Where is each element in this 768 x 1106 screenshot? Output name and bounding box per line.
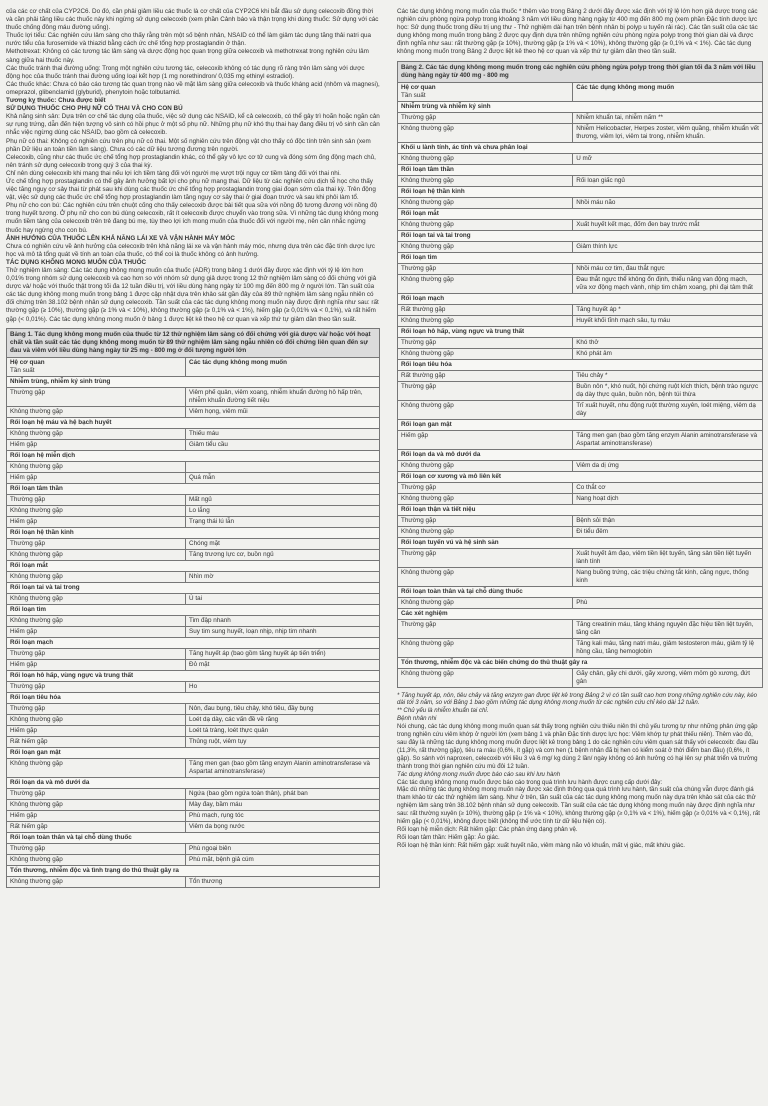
- table-row: [7, 505, 380, 516]
- frequency-cell: Thường gặp: [398, 263, 573, 274]
- effect-cell: Loét dạ dày, các vấn đề về răng: [186, 714, 380, 725]
- table-row: [398, 304, 763, 315]
- frequency-cell: Không thường gặp: [7, 593, 186, 604]
- table-row: [398, 381, 763, 400]
- organ-system: Rối loạn mạch: [398, 293, 763, 304]
- table-section-row: [7, 670, 380, 681]
- effect-cell: Tăng men gan (bao gồm tăng enzym Alanin aminotransferase và Aspartat aminotransferase): [186, 758, 380, 777]
- effect-cell: Đau thắt ngực thể không ổn định, thiểu năng van động mạch, vữa xơ động mạch vành, nhịp tim chậm xoang, phì đại tâm thất: [573, 274, 763, 293]
- organ-system: Rối loạn thận và tiết niệu: [398, 504, 763, 515]
- table-row: [7, 799, 380, 810]
- frequency-cell: Không thường gặp: [398, 348, 573, 359]
- table-row: [7, 788, 380, 799]
- paragraph: Ức chế tổng hợp prostaglandin có thể gây ảnh hưởng bất lợi cho phụ nữ mang thai. Dữ liệu từ các nghiên cứu dịch tễ học cho thấy việc tăng nguy cơ sảy thai từ phát sau khi dùng các thuốc ức chế tổng hợp prostaglandin trong giai đoạn sớm của thai kỳ. Trên động vật, việc sử dụng các thuốc ức chế tổng hợp prostaglandin làm tăng nguy cơ sảy thai ở giai đoạn trước và sau khi phôi làm tổ.: [6, 177, 376, 202]
- effect-cell: Mày đay, bầm máu: [186, 799, 380, 810]
- organ-system: Rối loạn toàn thân và tại chỗ dùng thuốc: [7, 832, 380, 843]
- table-row: [7, 516, 380, 527]
- organ-system: Rối loạn tiêu hóa: [7, 692, 380, 703]
- footnote: ** Chủ yếu là nhiễm khuẩn tai chỉ.: [397, 707, 489, 715]
- table-row: [7, 659, 380, 670]
- frequency-cell: Không thường gặp: [7, 461, 186, 472]
- effect-cell: U mỡ: [573, 153, 763, 164]
- organ-system: Rối loạn mạch: [7, 637, 380, 648]
- organ-system: Rối loạn tim: [7, 604, 380, 615]
- paragraph: của các cơ chất của CYP2C6. Do đó, cần phải giảm liều các thuốc là cơ chất của CYP2C6 khi bắt đầu sử dụng celecoxib đồng thời và cần phải tăng liều các thuốc này khi ngừng sử dụng celecoxib (xem phần Cảnh báo và thận trọng khi dùng thuốc: Sử dụng với các thuốc chống đông máu đường uống).: [6, 8, 379, 32]
- right-column: [397, 8, 763, 850]
- table-row: [7, 461, 380, 472]
- footnote: Nói chung, các tác dụng không mong muốn quan sát thấy trong nghiên cứu thiếu niên thì chủ yếu tương tự như những phản ứng gặp trong nghiên cứu viêm khớp ở người lớn (xem bảng 1 và phần Đặc tính dược lực học: Viêm khớp tự phát thiếu niên). Thêm vào đó, sau đây là những tác dụng không mong muốn được liệt kê trong bảng 1 do các nghiên cứu viêm quan sát thấy với celecoxib: đau đầu (11,3%, rất thường gặp), tiêu ra máu (0,6%, ít gặp) và cơn hen (1 bệnh nhân đã bị hen có kiểm soát ở thời điểm ban đầu) (0,6%, ít gặp). So sánh với naproxen, celecoxib với liều 3 và 6 mg/ kg dùng 2 lần/ ngày không có ảnh hưởng có hại lên sự phát triển và trưởng thành trong thời gian nghiên cứu mù đôi 12 tuần.: [397, 723, 759, 770]
- table-row: [398, 430, 763, 449]
- effect-cell: Tăng men gan (bao gồm tăng enzym Alanin aminotransferase và Aspartat aminotransferase): [573, 430, 763, 449]
- table-section-row: [398, 230, 763, 241]
- footnote: Rối loạn hệ miễn dịch: Rất hiếm gặp: Các phản ứng dạng phản vệ.: [397, 825, 578, 833]
- effect-cell: Nhiễm Helicobacter, Herpes zoster, viêm quầng, nhiễm khuẩn vết thương, viêm lợi, viêm tai trong, nhiễm khuẩn.: [573, 123, 763, 142]
- frequency-cell: Hiếm gặp: [7, 810, 186, 821]
- paragraph: Phụ nữ có thai: Không có nghiên cứu trên phụ nữ có thai. Một số nghiên cứu trên động vật cho thấy có độc tính trên sinh sản (xem phần Dữ liệu an toàn tiền lâm sàng). Chưa có các dữ liệu tương đương trên người.: [6, 137, 371, 153]
- organ-system: Tổn thương, nhiễm độc và các biến chứng do thủ thuật gây ra: [398, 657, 763, 668]
- effect-cell: Tăng huyết áp (bao gồm tăng huyết áp tiến triển): [186, 648, 380, 659]
- table-row: [398, 400, 763, 419]
- effect-cell: Đi tiểu đêm: [573, 526, 763, 537]
- table-row: [398, 263, 763, 274]
- effect-cell: Viêm phế quản, viêm xoang, nhiễm khuẩn đường hô hấp trên, nhiễm khuẩn đường tiết niệu: [186, 387, 380, 406]
- table-section-row: [7, 376, 380, 387]
- organ-system: Rối loạn hệ miễn dịch: [7, 450, 380, 461]
- frequency-cell: Thường gặp: [398, 515, 573, 526]
- table-row: [7, 615, 380, 626]
- table-section-row: [398, 608, 763, 619]
- table-row: [7, 810, 380, 821]
- table-row: [7, 648, 380, 659]
- frequency-cell: Không thường gặp: [7, 799, 186, 810]
- footnote: Các tác dụng không mong muốn được báo cáo trong quá trình lưu hành được cung cấp dưới đây:: [397, 778, 663, 786]
- table-row: [7, 854, 380, 865]
- effect-cell: Trĩ xuất huyết, nhu động ruột thường xuyên, loét miệng, viêm dạ dày: [573, 400, 763, 419]
- table-section-row: [398, 359, 763, 370]
- frequency-cell: Thường gặp: [7, 788, 186, 799]
- paragraph: SỬ DỤNG THUỐC CHO PHỤ NỮ CÓ THAI VÀ CHO CON BÚ: [6, 105, 183, 113]
- effect-cell: Buồn nôn *, khó nuốt, hội chứng ruột kích thích, bệnh trào ngược dạ dày thực quản, buồn nôn, bệnh túi thừa: [573, 381, 763, 400]
- table-section-row: [7, 417, 380, 428]
- frequency-cell: Không thường gặp: [398, 153, 573, 164]
- effect-cell: Tiêu chảy *: [573, 370, 763, 381]
- table-row: [398, 123, 763, 142]
- table-row: [398, 526, 763, 537]
- frequency-cell: Không thường gặp: [398, 123, 573, 142]
- paragraph: Khả năng sinh sản: Dựa trên cơ chế tác dụng của thuốc, việc sử dụng các NSAID, kể cả celecoxib, có thể gây trì hoãn hoặc ngăn cản sự rụng trứng, dẫn đến hiện tượng vô sinh có hồi phục ở một số phụ nữ. Những phụ nữ khó thụ thai hay đang điều trị vô sinh cần cân nhắc việc ngừng dùng các NSAID, bao gồm cả celecoxib.: [6, 113, 380, 137]
- table-row: [398, 482, 763, 493]
- table-section-row: [398, 293, 763, 304]
- footnotes: [397, 692, 763, 850]
- paragraph: Tương kỵ thuốc: Chưa được biết: [6, 97, 106, 105]
- organ-system: Rối loạn toàn thân và tại chỗ dùng thuốc: [398, 586, 763, 597]
- frequency-cell: Không thường gặp: [7, 758, 186, 777]
- effect-cell: Chóng mặt: [186, 538, 380, 549]
- effect-cell: Rối loạn giấc ngủ: [573, 175, 763, 186]
- table-row: [398, 153, 763, 164]
- frequency-cell: Không thường gặp: [398, 175, 573, 186]
- frequency-cell: Hiếm gặp: [7, 626, 186, 637]
- frequency-cell: Thường gặp: [398, 482, 573, 493]
- paragraph: Thuốc lợi tiểu: Các nghiên cứu lâm sàng cho thấy rằng trên một số bệnh nhân, NSAID có thể làm giảm tác dụng tăng thải natri qua nước tiểu của furosemide và thiazid bằng cách ức chế tổng hợp prostaglandin ở thận.: [6, 32, 372, 48]
- frequency-cell: Hiếm gặp: [7, 516, 186, 527]
- frequency-cell: Không thường gặp: [7, 406, 186, 417]
- effect-cell: Tổn thương: [186, 876, 380, 887]
- table-1-caption: Bảng 1. Tác dụng không mong muốn của thuốc từ 12 thử nghiệm lâm sàng có đối chứng với giả dược và/ hoặc với hoạt chất và tần suất các tác dụng không mong muốn từ 89 thử nghiệm lâm sàng ngẫu nhiên có đối chứng liên quan đến sự đau và viêm với liều dùng hàng ngày từ 25 mg - 800 mg ở đối tượng người lớn: [7, 328, 380, 357]
- effect-cell: Lo lắng: [186, 505, 380, 516]
- footnote: Tác dụng không mong muốn được báo cáo sau khi lưu hành: [397, 770, 561, 778]
- frequency-cell: Không thường gặp: [398, 460, 573, 471]
- effect-cell: Nhìn mờ: [186, 571, 380, 582]
- left-paragraphs: [6, 8, 380, 324]
- footnote: Rối loạn tâm thần: Hiếm gặp: Ảo giác.: [397, 833, 500, 841]
- paragraph: Phụ nữ cho con bú: Các nghiên cứu trên chuột cống cho thấy celecoxib được bài tiết qua sữa với nồng độ tương đương với nồng độ trong huyết tương. Ở phụ nữ cho con bú dùng celecoxib, rất ít celecoxib được chuyển vào trong sữa. Vì những tác dụng không mong muốn tiềm tàng của celecoxib trên trẻ đang bú mẹ, tùy theo lợi ích mong muốn của thuốc đối với người mẹ, nên cân nhắc ngừng thuốc hay ngừng cho con bú.: [6, 202, 379, 234]
- paragraph: TÁC DỤNG KHÔNG MONG MUỐN CỦA THUỐC: [6, 258, 147, 266]
- effect-cell: Phù ngoại biên: [186, 843, 380, 854]
- table-section-row: [7, 582, 380, 593]
- table-section-row: [398, 326, 763, 337]
- effect-cell: Phù mặt, bệnh giả cúm: [186, 854, 380, 865]
- table-row: [398, 370, 763, 381]
- table-row: [7, 387, 380, 406]
- table-row: [398, 597, 763, 608]
- organ-system: Rối loạn da và mô dưới da: [398, 449, 763, 460]
- effect-cell: Mất ngủ: [186, 494, 380, 505]
- effect-cell: Thiếu máu: [186, 428, 380, 439]
- frequency-cell: Thường gặp: [398, 337, 573, 348]
- table-row: [398, 197, 763, 208]
- effect-cell: Gãy chân, gãy chi dưới, gãy xương, viêm mỏm gò xương, đứt gân: [573, 668, 763, 687]
- organ-system: Rối loạn tuyến vú và hệ sinh sản: [398, 537, 763, 548]
- organ-system: Rối loạn tiêu hóa: [398, 359, 763, 370]
- table-row: [7, 876, 380, 887]
- paragraph: Thử nghiệm lâm sàng: Các tác dụng không mong muốn của thuốc (ADR) trong bảng 1 dưới đây được xác định với tỷ lệ lớn hơn 0,01% trong nhóm sử dụng celecoxib và cao hơn so với nhóm sử dụng giả dược trong 12 thử nghiệm lâm sàng có đối chứng với giả dược và/ hoặc với thuốc thật trong tối đa 12 tuần điều trị, với liều dùng hàng ngày từ 100 mg đến 800 mg ở người lớn. Tần suất của các tác dụng không mong muốn trong bảng 1 được cập nhật dựa trên khảo sát gần đây của 89 thử nghiệm lâm sàng ngẫu nhiên có đối chứng trên 38.102 bệnh nhân sử dụng celecoxib. Tần suất của các tác dụng không mong muốn này được định nghĩa như sau: rất thường gặp (≥ 10%), thường gặp (≥ 1% và < 10%), không thường gặp (≥ 0,1% và < 1%), hiếm gặp (≥ 0,01% và < 0,1%), và rất hiếm gặp (< 0,01%). Các tác dụng không mong muốn ở bảng 1 được liệt kê theo hệ cơ quan và xếp thứ tự giảm dần theo tần suất.: [6, 267, 379, 323]
- adverse-effects-table-2: [397, 61, 763, 688]
- effect-cell: Trạng thái lú lẫn: [186, 516, 380, 527]
- table-row: [7, 494, 380, 505]
- table-section-row: [7, 865, 380, 876]
- table-section-row: [398, 537, 763, 548]
- frequency-cell: Không thường gặp: [398, 274, 573, 293]
- frequency-cell: Không thường gặp: [7, 714, 186, 725]
- table-row: [398, 548, 763, 567]
- table-section-row: [398, 471, 763, 482]
- frequency-cell: Không thường gặp: [398, 219, 573, 230]
- table-row: [398, 348, 763, 359]
- frequency-cell: Không thường gặp: [398, 597, 573, 608]
- frequency-cell: Rất thường gặp: [398, 304, 573, 315]
- effect-cell: Co thắt cơ: [573, 482, 763, 493]
- effect-cell: Suy tim sung huyết, loạn nhịp, nhịp tim nhanh: [186, 626, 380, 637]
- table-section-row: [7, 777, 380, 788]
- paragraph: Celecoxib, cũng như các thuốc ức chế tổng hợp prostaglandin khác, có thể gây vô lực cơ tử cung và đóng sớm ống động mạch chủ, nên tránh sử dụng celecoxib trong quý 3 của thai kỳ.: [6, 153, 376, 169]
- effect-cell: Xuất huyết âm đạo, viêm tiền liệt tuyến, tăng sản tiền liệt tuyến lành tính: [573, 548, 763, 567]
- table-section-row: [7, 527, 380, 538]
- footnote: * Tăng huyết áp, nôn, tiêu chảy và tăng enzym gan được liệt kê trong Bảng 2 vì có tần suất cao hơn trong những nghiên cứu này, kéo dài tới 3 năm, so với Bảng 1 bao gồm những tác dụng không mong muốn từ các nghiên cứu chỉ kéo dài 12 tuần.: [397, 691, 757, 707]
- table-2-caption: Bảng 2. Các tác dụng không mong muốn trong các nghiên cứu phòng ngừa polyp trong thời gian tối đa 3 năm với liều dùng hàng ngày từ 400 mg - 800 mg: [398, 61, 763, 82]
- table-row: [398, 493, 763, 504]
- frequency-cell: Thường gặp: [398, 619, 573, 638]
- organ-system: Rối loạn hệ thần kinh: [398, 186, 763, 197]
- table-row: [398, 638, 763, 657]
- paragraph: Chưa có nghiên cứu về ảnh hưởng của celecoxib trên khả năng lái xe và vận hành máy móc, nhưng dựa trên các đặc tính dược lực học và mô tả tổng quát về tính an toàn của thuốc, có thể coi là thuốc không có ảnh hưởng.: [6, 242, 375, 258]
- table-row: [7, 571, 380, 582]
- table-section-row: [398, 657, 763, 668]
- table-row: [7, 626, 380, 637]
- effect-cell: Ho: [186, 681, 380, 692]
- effect-cell: Viêm da bọng nước: [186, 821, 380, 832]
- table-2-header-organ: Hệ cơ quan Tần suất: [398, 82, 573, 101]
- table-section-row: [398, 449, 763, 460]
- effect-cell: Tăng huyết áp *: [573, 304, 763, 315]
- table-row: [7, 472, 380, 483]
- table-section-row: [398, 186, 763, 197]
- organ-system: Nhiễm trùng, nhiễm ký sinh trùng: [7, 376, 380, 387]
- frequency-cell: Hiếm gặp: [7, 439, 186, 450]
- effect-cell: Bệnh sỏi thận: [573, 515, 763, 526]
- paragraph: Methotrexat: Không có các tương tác lâm sàng và dược động học quan trọng giữa celecoxib và methotrexat trong nghiên cứu lâm sàng giữa hai thuốc này.: [6, 48, 369, 64]
- effect-cell: Tăng creatinin máu, tăng kháng nguyên đặc hiệu tiền liệt tuyến, tăng cân: [573, 619, 763, 638]
- table-row: [7, 736, 380, 747]
- table-section-row: [7, 483, 380, 494]
- table-row: [398, 460, 763, 471]
- effect-cell: Viêm họng, viêm mũi: [186, 406, 380, 417]
- table-section-row: [398, 101, 763, 112]
- organ-system: Rối loạn tai và tai trong: [7, 582, 380, 593]
- table-row: [7, 714, 380, 725]
- frequency-cell: Không thường gặp: [7, 428, 186, 439]
- frequency-cell: Rất thường gặp: [398, 370, 573, 381]
- organ-system: Rối loạn gan mật: [398, 419, 763, 430]
- frequency-cell: Không thường gặp: [398, 197, 573, 208]
- frequency-cell: Rất hiếm gặp: [7, 821, 186, 832]
- paragraph: ẢNH HƯỞNG CỦA THUỐC LÊN KHẢ NĂNG LÁI XE VÀ VẬN HÀNH MÁY MÓC: [6, 234, 235, 242]
- frequency-cell: Thường gặp: [7, 538, 186, 549]
- table-section-row: [7, 450, 380, 461]
- table-row: [7, 681, 380, 692]
- table-section-row: [398, 208, 763, 219]
- effect-cell: Khó phát âm: [573, 348, 763, 359]
- table-2-header-effects: Các tác dụng không mong muốn: [573, 82, 763, 101]
- paragraph: Chỉ nên dùng celecoxib khi mang thai nếu lợi ích tiềm tàng đối với người mẹ vượt trội nguy cơ tiềm tàng đối với thai nhi.: [6, 169, 341, 177]
- effect-cell: Tăng kali máu, tăng natri máu, giảm testosteron máu, giảm tỷ lệ hồng cầu, tăng hemoglobin: [573, 638, 763, 657]
- effect-cell: Quá mẫn: [186, 472, 380, 483]
- frequency-cell: Không thường gặp: [398, 638, 573, 657]
- frequency-cell: Thường gặp: [398, 112, 573, 123]
- table-row: [398, 515, 763, 526]
- frequency-cell: Hiếm gặp: [7, 725, 186, 736]
- table-section-row: [7, 832, 380, 843]
- effect-cell: Ngứa (bao gồm ngứa toàn thân), phát ban: [186, 788, 380, 799]
- table-section-row: [398, 586, 763, 597]
- table-row: [7, 725, 380, 736]
- effect-cell: Xuất huyết kết mạc, đốm đen bay trước mắt: [573, 219, 763, 230]
- table-row: [398, 274, 763, 293]
- table-row: [398, 219, 763, 230]
- table-row: [7, 821, 380, 832]
- effect-cell: Thủng ruột, viêm tụy: [186, 736, 380, 747]
- footnote: Rối loạn hệ thần kinh: Rất hiếm gặp: xuất huyết não, viêm màng não vô khuẩn, mất vị giác, mất khứu giác.: [397, 841, 685, 849]
- frequency-cell: Thường gặp: [7, 648, 186, 659]
- table-section-row: [7, 604, 380, 615]
- frequency-cell: Thường gặp: [7, 387, 186, 406]
- right-intro: Các tác dụng không mong muốn của thuốc * thêm vào trong Bảng 2 dưới đây được xác định với tỷ lệ lớn hơn giả dược trong các nghiên cứu phòng ngừa polyp trong khoảng 3 năm với liều dùng hàng ngày từ 400 mg đến 800 mg (xem phần Đặc tính dược lực học: Sử dụng thuốc trong điều trị ung thư - Thử nghiệm dài hạn trên bệnh nhân bị polyp u tuyến rải rác). Các tần suất của các tác dụng không mong muốn trong bảng 2 được quy định dựa trên những nghiên cứu phòng ngừa polyp trong thời gian dài và được định nghĩa như sau: rất thường gặp (≥ 10%), thường gặp (≥ 1% và < 10%), không thường gặp (≥ 0,1% và < 1%). Các tác dụng không mong muốn trong Bảng 2 được liệt kê theo hệ cơ quan và xếp thứ tự giảm dần theo tần suất.: [397, 8, 758, 56]
- frequency-cell: Thường gặp: [7, 703, 186, 714]
- adverse-effects-table-1: [6, 328, 380, 888]
- effect-cell: Tăng trương lực cơ, buồn ngủ: [186, 549, 380, 560]
- table-row: [398, 567, 763, 586]
- organ-system: Rối loạn cơ xương và mô liên kết: [398, 471, 763, 482]
- table-row: [398, 315, 763, 326]
- effect-cell: Phù: [573, 597, 763, 608]
- footnote: Mặc dù những tác dụng không mong muốn này được xác định thông qua quá trình lưu hành, tần suất của chúng vẫn được đánh giá tham khảo từ các thử nghiệm lâm sàng. Như ở trên, tần suất của các tác dụng không mong muốn này dựa trên khảo sát của các thử nghiệm lâm sàng trên 38.102 bệnh nhân sử dụng celecoxib. Tần suất của các tác dụng không mong muốn này được định nghĩa như sau: rất thường xuyên (≥ 10%), thường gặp (≥ 1% và < 10%), không thường gặp (≥ 0,1% và < 1%), hiếm gặp (≥ 0,01% và < 0,1%), rất hiếm gặp (< 0,01%), không được biết (không thể ước tính từ dữ liệu hiện có).: [397, 786, 760, 826]
- effect-cell: Nhiễm khuẩn tai, nhiễm nấm **: [573, 112, 763, 123]
- paragraph: Các thuốc khác: Chưa có báo cáo tương tác quan trọng nào về mặt lâm sàng giữa celecoxib và thuốc kháng acid (nhôm và magnesi), omeprazol, glibenclamid (glyburid), phenytoin hoặc tolbutamid.: [6, 80, 380, 96]
- effect-cell: Nang buồng trứng, các triệu chứng tắt kinh, căng ngực, thống kinh: [573, 567, 763, 586]
- frequency-cell: Không thường gặp: [398, 567, 573, 586]
- organ-system: Rối loạn tâm thần: [7, 483, 380, 494]
- table-section-row: [398, 419, 763, 430]
- organ-system: Tổn thương, nhiễm độc và tình trạng do thủ thuật gây ra: [7, 865, 380, 876]
- frequency-cell: Không thường gặp: [7, 549, 186, 560]
- organ-system: Rối loạn mắt: [7, 560, 380, 571]
- organ-system: Rối loạn hô hấp, vùng ngực và trung thất: [7, 670, 380, 681]
- frequency-cell: Hiếm gặp: [7, 659, 186, 670]
- frequency-cell: Không thường gặp: [398, 668, 573, 687]
- organ-system: Rối loạn hệ thần kinh: [7, 527, 380, 538]
- organ-system: Rối loạn tim: [398, 252, 763, 263]
- frequency-cell: Thường gặp: [398, 548, 573, 567]
- organ-system: Rối loạn mắt: [398, 208, 763, 219]
- table-row: [7, 538, 380, 549]
- table-section-row: [398, 164, 763, 175]
- organ-system: Rối loạn hệ máu và hệ bạch huyết: [7, 417, 380, 428]
- table-1-header-organ: Hệ cơ quan Tần suất: [7, 357, 186, 376]
- frequency-cell: Thường gặp: [7, 843, 186, 854]
- effect-cell: Đỏ mặt: [186, 659, 380, 670]
- table-row: [7, 406, 380, 417]
- table-row: [7, 593, 380, 604]
- frequency-cell: Không thường gặp: [398, 526, 573, 537]
- frequency-cell: Không thường gặp: [398, 241, 573, 252]
- frequency-cell: Rất hiếm gặp: [7, 736, 186, 747]
- effect-cell: Loét tá tràng, loét thực quản: [186, 725, 380, 736]
- effect-cell: Nhồi máu cơ tim, đau thắt ngực: [573, 263, 763, 274]
- paragraph: Các thuốc tránh thai đường uống: Trong một nghiên cứu tương tác, celecoxib không có tác dụng rõ ràng trên lâm sàng với dược động học của thuốc tránh thai đường uống loại kết hợp (1 mg norethindron/ 0,035 mg ethinyl estradiol).: [6, 64, 365, 80]
- frequency-cell: Không thường gặp: [398, 493, 573, 504]
- organ-system: Rối loạn da và mô dưới da: [7, 777, 380, 788]
- left-column: [6, 8, 380, 892]
- organ-system: Rối loạn gan mật: [7, 747, 380, 758]
- table-section-row: [7, 692, 380, 703]
- table-row: [7, 428, 380, 439]
- table-section-row: [398, 142, 763, 153]
- table-section-row: [7, 747, 380, 758]
- organ-system: Các xét nghiệm: [398, 608, 763, 619]
- organ-system: Rối loạn tâm thần: [398, 164, 763, 175]
- table-row: [7, 549, 380, 560]
- frequency-cell: Hiếm gặp: [398, 430, 573, 449]
- table-section-row: [7, 637, 380, 648]
- effect-cell: Khó thở: [573, 337, 763, 348]
- frequency-cell: Thường gặp: [7, 494, 186, 505]
- table-row: [398, 241, 763, 252]
- effect-cell: Nhồi máu não: [573, 197, 763, 208]
- footnote: Bệnh nhân nhi: [397, 715, 437, 723]
- frequency-cell: Thường gặp: [7, 681, 186, 692]
- table-section-row: [7, 560, 380, 571]
- table-row: [398, 175, 763, 186]
- frequency-cell: Không thường gặp: [7, 571, 186, 582]
- frequency-cell: Không thường gặp: [7, 876, 186, 887]
- frequency-cell: Không thường gặp: [7, 505, 186, 516]
- table-row: [398, 337, 763, 348]
- effect-cell: Tim đập nhanh: [186, 615, 380, 626]
- frequency-cell: Không thường gặp: [7, 854, 186, 865]
- effect-cell: [186, 461, 380, 472]
- table-1-header-effects: Các tác dụng không mong muốn: [186, 357, 380, 376]
- table-section-row: [398, 504, 763, 515]
- table-row: [7, 758, 380, 777]
- table-row: [398, 668, 763, 687]
- frequency-cell: Thường gặp: [398, 381, 573, 400]
- table-row: [7, 703, 380, 714]
- table-section-row: [398, 252, 763, 263]
- effect-cell: Nôn, đau bụng, tiêu chảy, khó tiêu, đầy bụng: [186, 703, 380, 714]
- effect-cell: Ù tai: [186, 593, 380, 604]
- frequency-cell: Không thường gặp: [398, 400, 573, 419]
- effect-cell: Nang hoạt dịch: [573, 493, 763, 504]
- effect-cell: Phù mạch, rụng tóc: [186, 810, 380, 821]
- organ-system: Nhiễm trùng và nhiễm ký sinh: [398, 101, 763, 112]
- effect-cell: Huyết khối tĩnh mạch sâu, tụ máu: [573, 315, 763, 326]
- organ-system: Rối loạn hô hấp, vùng ngực và trung thất: [398, 326, 763, 337]
- table-row: [398, 619, 763, 638]
- frequency-cell: Hiếm gặp: [7, 472, 186, 483]
- frequency-cell: Không thường gặp: [398, 315, 573, 326]
- organ-system: Khối u lành tính, ác tính và chưa phân loại: [398, 142, 763, 153]
- effect-cell: Giảm tiểu cầu: [186, 439, 380, 450]
- table-row: [7, 843, 380, 854]
- effect-cell: Giảm thính lực: [573, 241, 763, 252]
- organ-system: Rối loạn tai và tai trong: [398, 230, 763, 241]
- frequency-cell: Không thường gặp: [7, 615, 186, 626]
- effect-cell: Viêm da dị ứng: [573, 460, 763, 471]
- table-row: [7, 439, 380, 450]
- table-row: [398, 112, 763, 123]
